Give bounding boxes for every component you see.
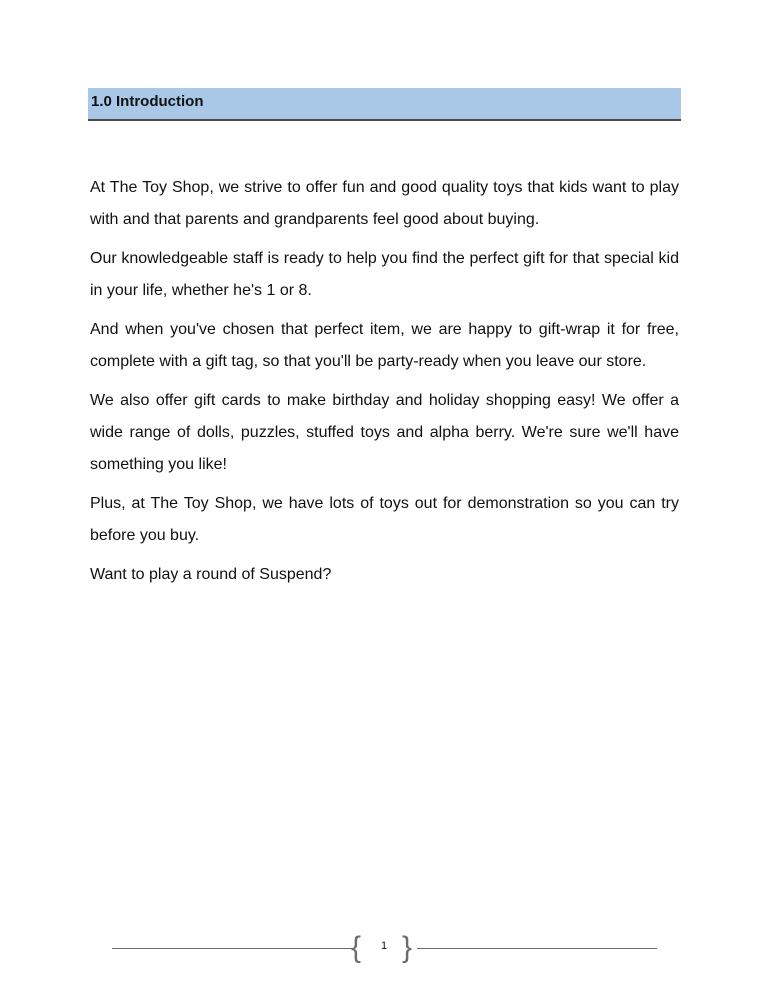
paragraph: We also offer gift cards to make birthday and holiday shopping easy! We offer a wide range of dolls, puzzles, stuffed toys and alpha berry. We're sure we'll have something you like! — [90, 392, 679, 473]
paragraph: At The Toy Shop, we strive to offer fun and good quality toys that kids want to play with and that parents and grandparents feel good about buying. — [90, 179, 679, 228]
paragraph: And when you've chosen that perfect item, we are happy to gift-wrap it for free, complete with a gift tag, so that you'll be party-ready when you leave our store. — [90, 321, 679, 370]
body-text — [90, 172, 679, 598]
page-number: 1 — [380, 940, 388, 952]
footer-brace-left: { — [351, 931, 362, 964]
footer-brace-right: } — [402, 931, 413, 964]
footer-rule-left — [112, 948, 352, 949]
paragraph: Plus, at The Toy Shop, we have lots of toys out for demonstration so you can try before you buy. — [90, 495, 679, 544]
section-heading: 1.0 Introduction — [91, 93, 204, 110]
paragraph: Our knowledgeable staff is ready to help you find the perfect gift for that special kid in your life, whether he's 1 or 8. — [90, 250, 679, 299]
footer-rule-right — [417, 948, 657, 949]
paragraph: Want to play a round of Suspend? — [90, 566, 332, 583]
section-heading-bar — [88, 88, 681, 121]
